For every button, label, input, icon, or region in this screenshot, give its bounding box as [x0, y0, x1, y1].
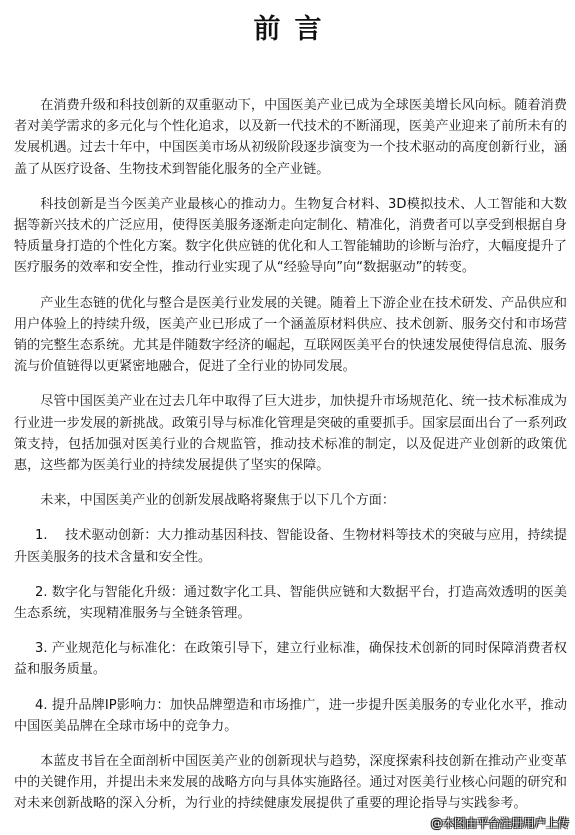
paragraph-conclusion: 本蓝皮书旨在全面剖析中国医美产业的创新现状与趋势，深度探索科技创新在推动产业变革中的关键作用，并提出未来发展的战略方向与具体实施路径。通过对医美行业核心问题的研究和对未来创新战略的深入分析，为行业的持续健康发展提供了重要的理论指导与实践参考。 [14, 754, 567, 812]
paragraph-industry-ecosystem: 产业生态链的优化与整合是医美行业发展的关键。随着上下游企业在技术研发、产品供应和用户体验上的持续升级，医美产业已形成了一个涵盖原材料供应、技术创新、服务交付和市场营销的完整生态系统。尤其是伴随数字经济的崛起，互联网医美平台的快速发展使得信息流、服务流与价值链得以更紧密地融合，促进了全行业的协同发展。 [14, 295, 567, 375]
list-item-digital-upgrade: 2. 数字化与智能化升级：通过数字化工具、智能供应链和大数据平台，打造高效透明的医美生态系统，实现精准服务与全链条管理。 [14, 584, 567, 622]
list-item-standardization: 3. 产业规范化与标准化：在政策引导下，建立行业标准，确保技术创新的同时保障消费者权益和服务质量。 [14, 641, 567, 678]
page-title: 前言 [253, 14, 336, 45]
upload-watermark: @本图由平台注册用户上传 [431, 816, 569, 830]
paragraph-tech-innovation: 科技创新是当今医美产业最核心的推动力。生物复合材料、3D模拟技术、人工智能和大数据等新兴技术的广泛应用，使得医美服务逐渐走向定制化、精准化，消费者可以享受到根据自身特质量身打造的个性化方案。数字化供应链的优化和人工智能辅助的诊断与治疗，大幅度提升了医疗服务的效率和安全性，推动行业实现了从“经验导向”向“数据驱动”的转变。 [14, 196, 567, 276]
paragraph-policy-standards: 尽管中国医美产业在过去几年中取得了巨大进步，加快提升市场规范化、统一技术标准成为行业进一步发展的新挑战。政策引导与标准化管理是突破的重要抓手。国家层面出台了一系列政策支持，包括加强对医美行业的合规监管，推动技术标准的制定，以及促进产业创新的政策优惠，这些都为医美行业的持续发展提供了坚实的保障。 [14, 394, 567, 474]
paragraph-intro: 在消费升级和科技创新的双重驱动下，中国医美产业已成为全球医美增长风向标。随着消费者对美学需求的多元化与个性化追求，以及新一代技术的不断涌现，医美产业迎来了前所未有的发展机遇。过去十年中，中国医美市场从初级阶段逐步演变为一个技术驱动的高度创新行业，涵盖了从医疗设备、生物技术到智能化服务的全产业链。 [14, 98, 567, 177]
document-body [14, 95, 567, 829]
list-item-brand-ip: 4. 提升品牌IP影响力：加快品牌塑造和市场推广，进一步提升医美服务的专业化水平，推动中国医美品牌在全球市场中的竞争力。 [14, 697, 567, 734]
list-item-tech-driven: 1. 技术驱动创新：大力推动基因科技、智能设备、生物材料等技术的突破与应用，持续提升医美服务的技术含量和安全性。 [14, 528, 567, 565]
paragraph-future-strategy: 未来，中国医美产业的创新发展战略将聚焦于以下几个方面： [40, 493, 396, 509]
